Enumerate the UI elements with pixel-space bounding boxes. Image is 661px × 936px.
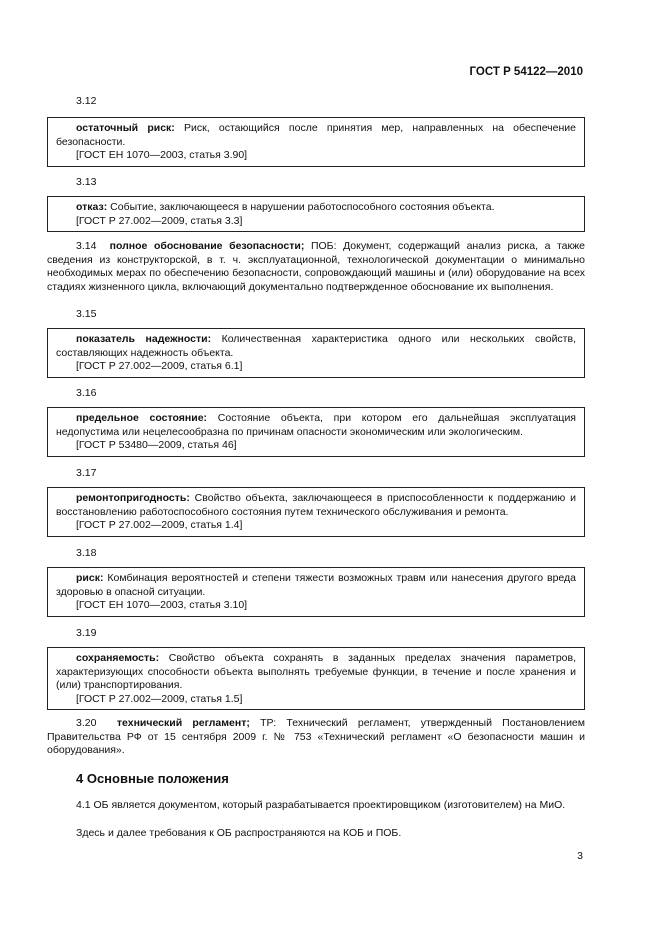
entry-number: 3.14 <box>76 240 97 252</box>
term: ремонтопригодность: <box>76 492 190 504</box>
definition-box <box>47 407 585 457</box>
definition-text: Состояние объекта, при котором его дальнейшая эксплуатация недопустима или нецелесообразна по причинам опасности экономическим или экологическим. <box>56 412 576 438</box>
reference: [ГОСТ Р 27.002—2009, статья 6.1] <box>76 360 243 372</box>
definition-box <box>47 487 585 537</box>
definition-text: Свойство объекта сохранять в заданных пределах значения параметров, характеризующих способности объекта выполнять требуемые функции, в течение и после хранения и (или) транспортирования. <box>56 652 576 691</box>
term: остаточный риск: <box>76 122 175 134</box>
definition-box <box>47 117 585 167</box>
entry-number: 3.18 <box>76 547 97 559</box>
definition-text: Событие, заключающееся в нарушении работоспособного состояния объекта. <box>107 201 495 213</box>
definition-text: ПОБ: Документ, содержащий анализ риска, а также сведения из конструкторской, в т. ч. эксплуатационной, технологической документации о минимально необходимых мерах по обеспечению безопасности, сопровождающий машины и (или) оборудование на всех стадиях жизненного цикла, включающий документально подтвержденное обоснование их выполнения. <box>47 240 585 293</box>
reference: [ГОСТ Р 27.002—2009, статья 1.4] <box>76 519 243 531</box>
entry-number: 3.15 <box>76 308 97 320</box>
term: предельное состояние: <box>76 412 208 424</box>
definition-box <box>47 328 585 378</box>
term: риск: <box>76 572 104 584</box>
reference: [ГОСТ ЕН 1070—2003, статья 3.10] <box>76 599 248 611</box>
term: технический регламент; <box>116 717 250 729</box>
entry-number: 3.20 <box>76 717 97 729</box>
section-paragraph: 4.1 ОБ является документом, который разрабатывается проектировщиком (изготовителем) на МиО. <box>76 799 566 811</box>
definition-box <box>47 196 585 232</box>
section-heading: 4 Основные положения <box>76 771 229 786</box>
term: полное обоснование безопасности; <box>109 240 305 252</box>
definition-box <box>47 647 585 710</box>
entry-number: 3.16 <box>76 387 97 399</box>
section-paragraph: Здесь и далее требования к ОБ распространяются на КОБ и ПОБ. <box>76 827 402 839</box>
definition-text: Комбинация вероятностей и степени тяжести возможных травм или нанесения другого вреда здоровью в опасной ситуации. <box>56 572 576 598</box>
entry-number: 3.17 <box>76 467 97 479</box>
definition-paragraph <box>47 717 585 758</box>
term: показатель надежности: <box>76 333 212 345</box>
entry-number: 3.13 <box>76 176 97 188</box>
term: отказ: <box>76 201 108 213</box>
definition-text: ТР: Технический регламент, утвержденный Постановлением Правительства РФ от 15 сентября 2009 г. № 753 «Технический регламент «О безопасности машин и оборудования». <box>47 717 585 756</box>
definition-box <box>47 567 585 617</box>
definition-text: Количественная характеристика одного или нескольких свойств, составляющих надежность объекта. <box>56 333 576 359</box>
reference: [ГОСТ ЕН 1070—2003, статья 3.90] <box>76 149 248 161</box>
reference: [ГОСТ Р 27.002—2009, статья 1.5] <box>76 692 243 705</box>
page-number: 3 <box>577 850 583 862</box>
entry-number: 3.19 <box>76 627 97 639</box>
definition-text: Свойство объекта, заключающееся в приспособленности к поддержанию и восстановлению работоспособного состояния путем технического обслуживания и ремонта. <box>56 492 576 518</box>
document-code: ГОСТ Р 54122—2010 <box>469 66 583 78</box>
term: сохраняемость: <box>76 652 160 664</box>
reference: [ГОСТ Р 53480—2009, статья 46] <box>76 439 237 451</box>
reference: [ГОСТ Р 27.002—2009, статья 3.3] <box>76 214 243 227</box>
definition-text: Риск, остающийся после принятия мер, направленных на обеспечение безопасности. <box>56 122 576 148</box>
entry-number: 3.12 <box>76 95 97 107</box>
definition-paragraph <box>47 240 585 294</box>
